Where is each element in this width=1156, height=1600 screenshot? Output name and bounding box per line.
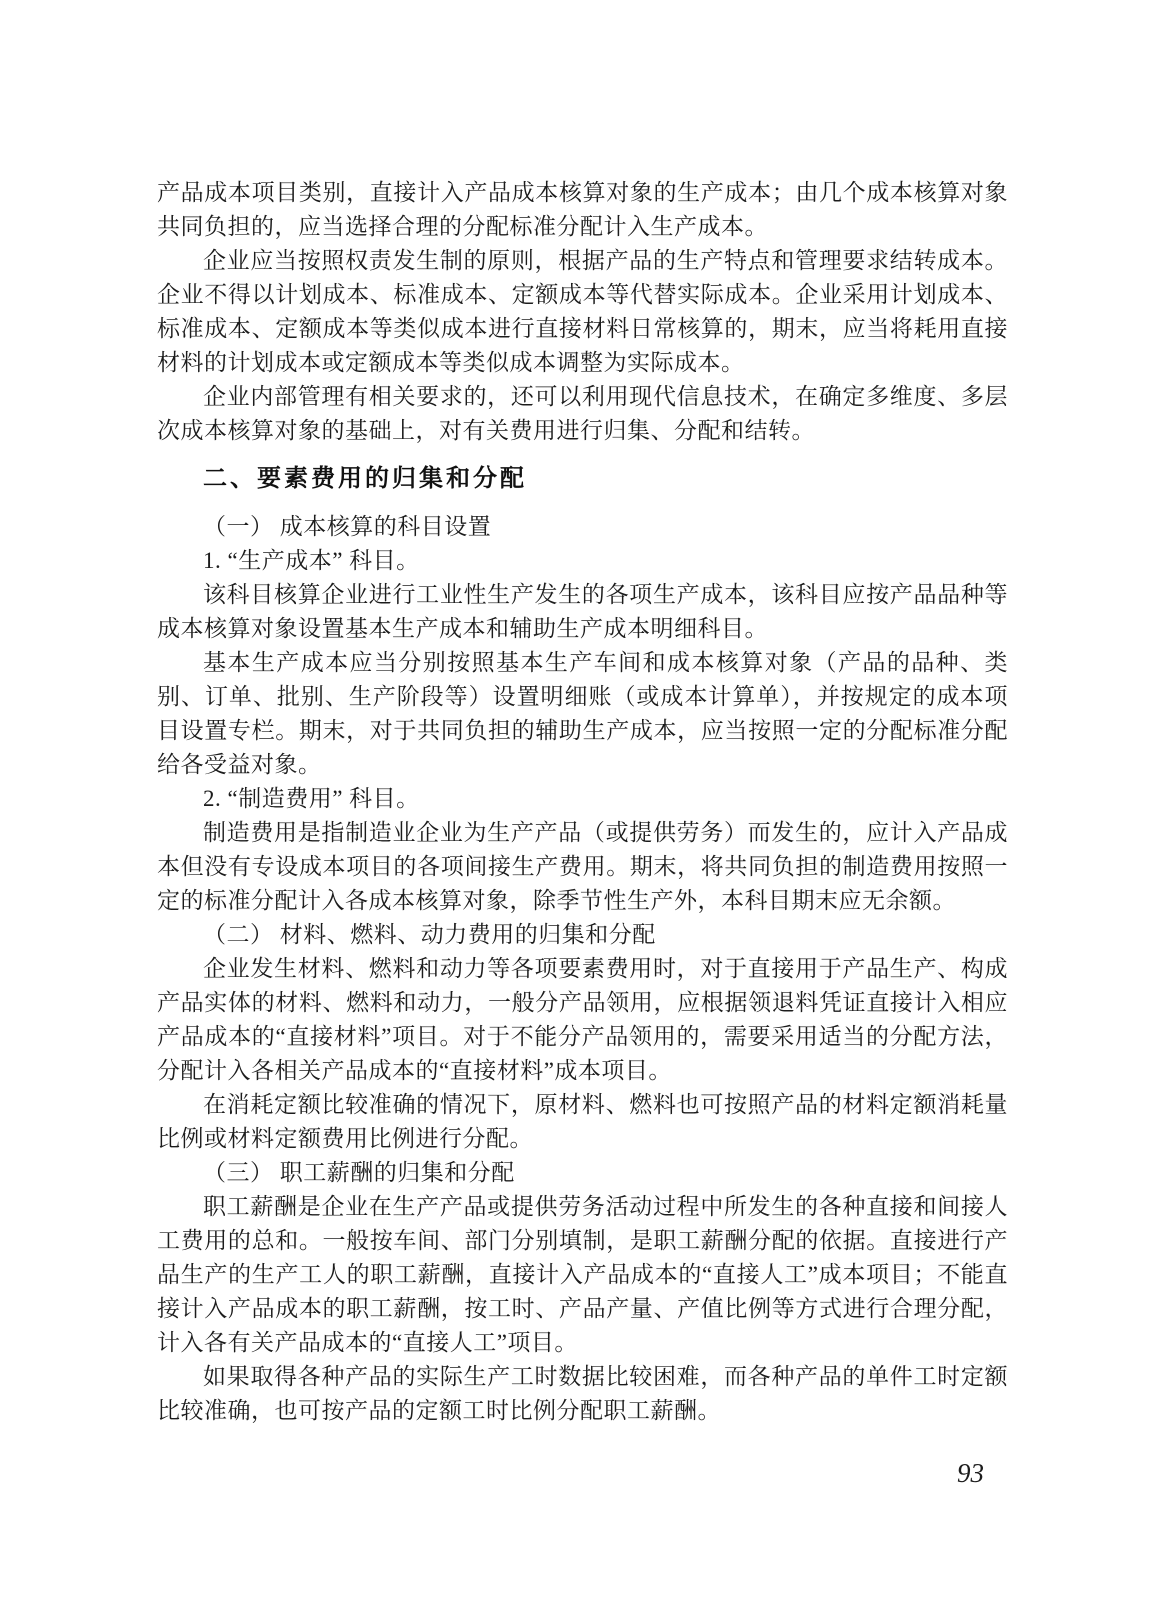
paragraph: 产品成本项目类别，直接计入产品成本核算对象的生产成本；由几个成本核算对象共同负担的，应当选择合理的分配标准分配计入生产成本。	[157, 180, 1008, 239]
paragraph: 1. “生产成本” 科目。	[203, 548, 420, 573]
paragraph: 企业内部管理有相关要求的，还可以利用现代信息技术，在确定多维度、多层次成本核算对象的基础上，对有关费用进行归集、分配和结转。	[157, 384, 1008, 443]
paragraph: 职工薪酬是企业在生产产品或提供劳务活动过程中所发生的各种直接和间接人工费用的总和。一般按车间、部门分别填制，是职工薪酬分配的依据。直接进行产品生产的生产工人的职工薪酬，直接计入产品成本的“直接人工”成本项目；不能直接计入产品成本的职工薪酬，按工时、产品产量、产值比例等方式进行合理分配，计入各有关产品成本的“直接人工”项目。	[157, 1194, 1008, 1355]
paragraph: 企业发生材料、燃料和动力等各项要素费用时，对于直接用于产品生产、构成产品实体的材料、燃料和动力，一般分产品领用，应根据领退料凭证直接计入相应产品成本的“直接材料”项目。对于不能分产品领用的，需要采用适当的分配方法，分配计入各相关产品成本的“直接材料”成本项目。	[157, 956, 1008, 1083]
section-heading: 二、要素费用的归集和分配	[203, 465, 527, 492]
paragraph: （一） 成本核算的科目设置	[203, 514, 492, 539]
paragraph: 该科目核算企业进行工业性生产发生的各项生产成本，该科目应按产品品种等成本核算对象设置基本生产成本和辅助生产成本明细科目。	[157, 582, 1008, 641]
paragraph: （三） 职工薪酬的归集和分配	[203, 1160, 515, 1185]
page-number: 93	[957, 1458, 984, 1488]
paragraph: （二） 材料、燃料、动力费用的归集和分配	[203, 922, 656, 947]
paragraph: 企业应当按照权责发生制的原则，根据产品的生产特点和管理要求结转成本。企业不得以计划成本、标准成本、定额成本等代替实际成本。企业采用计划成本、标准成本、定额成本等类似成本进行直接材料日常核算的，期末，应当将耗用直接材料的计划成本或定额成本等类似成本调整为实际成本。	[157, 248, 1008, 375]
page-body	[157, 176, 1008, 1428]
paragraph: 基本生产成本应当分别按照基本生产车间和成本核算对象（产品的品种、类别、订单、批别、生产阶段等）设置明细账（或成本计算单），并按规定的成本项目设置专栏。期末，对于共同负担的辅助生产成本，应当按照一定的分配标准分配给各受益对象。	[157, 650, 1008, 777]
paragraph: 制造费用是指制造业企业为生产产品（或提供劳务）而发生的，应计入产品成本但没有专设成本项目的各项间接生产费用。期末，将共同负担的制造费用按照一定的标准分配计入各成本核算对象，除季节性生产外，本科目期末应无余额。	[157, 820, 1008, 913]
paragraph: 在消耗定额比较准确的情况下，原材料、燃料也可按照产品的材料定额消耗量比例或材料定额费用比例进行分配。	[157, 1092, 1008, 1151]
paragraph: 2. “制造费用” 科目。	[203, 786, 420, 811]
paragraph: 如果取得各种产品的实际生产工时数据比较困难，而各种产品的单件工时定额比较准确，也可按产品的定额工时比例分配职工薪酬。	[157, 1364, 1008, 1423]
